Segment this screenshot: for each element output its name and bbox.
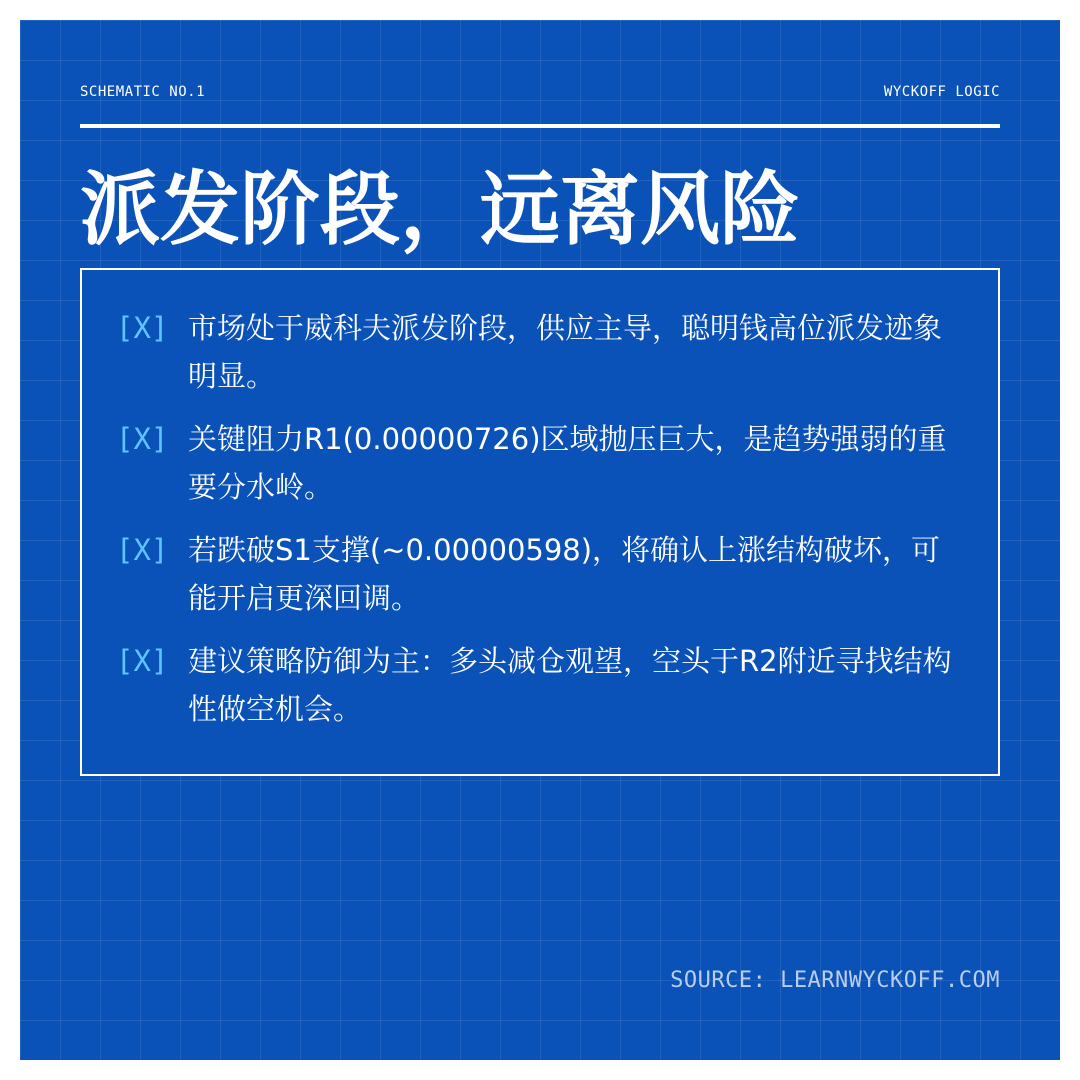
schematic-label: SCHEMATIC NO.1 xyxy=(80,84,206,100)
list-item-text: 若跌破S1支撑(~0.00000598)，将确认上涨结构破坏，可能开启更深回调。 xyxy=(188,533,941,615)
checkbox-marker-icon: [X] xyxy=(116,422,169,456)
list-item-text: 建议策略防御为主：多头减仓观望，空头于R2附近寻找结构性做空机会。 xyxy=(188,644,952,726)
schematic-card xyxy=(20,20,1060,1060)
header-divider xyxy=(80,124,1000,128)
checkbox-marker-icon: [X] xyxy=(116,311,169,345)
source-credit: SOURCE: LEARNWYCKOFF.COM xyxy=(670,968,1000,993)
brand-label: WYCKOFF LOGIC xyxy=(883,84,1000,100)
list-item xyxy=(116,526,966,622)
list-item-text: 关键阻力R1(0.00000726)区域抛压巨大，是趋势强弱的重要分水岭。 xyxy=(188,422,947,504)
checkbox-marker-icon: [X] xyxy=(116,644,169,678)
points-panel xyxy=(80,268,1000,776)
list-item xyxy=(116,415,966,511)
checkbox-marker-icon: [X] xyxy=(116,533,169,567)
list-item-text: 市场处于威科夫派发阶段，供应主导，聪明钱高位派发迹象明显。 xyxy=(188,311,943,393)
page-title: 派发阶段，远离风险 xyxy=(80,163,800,256)
list-item xyxy=(116,304,966,400)
list-item xyxy=(116,637,966,733)
